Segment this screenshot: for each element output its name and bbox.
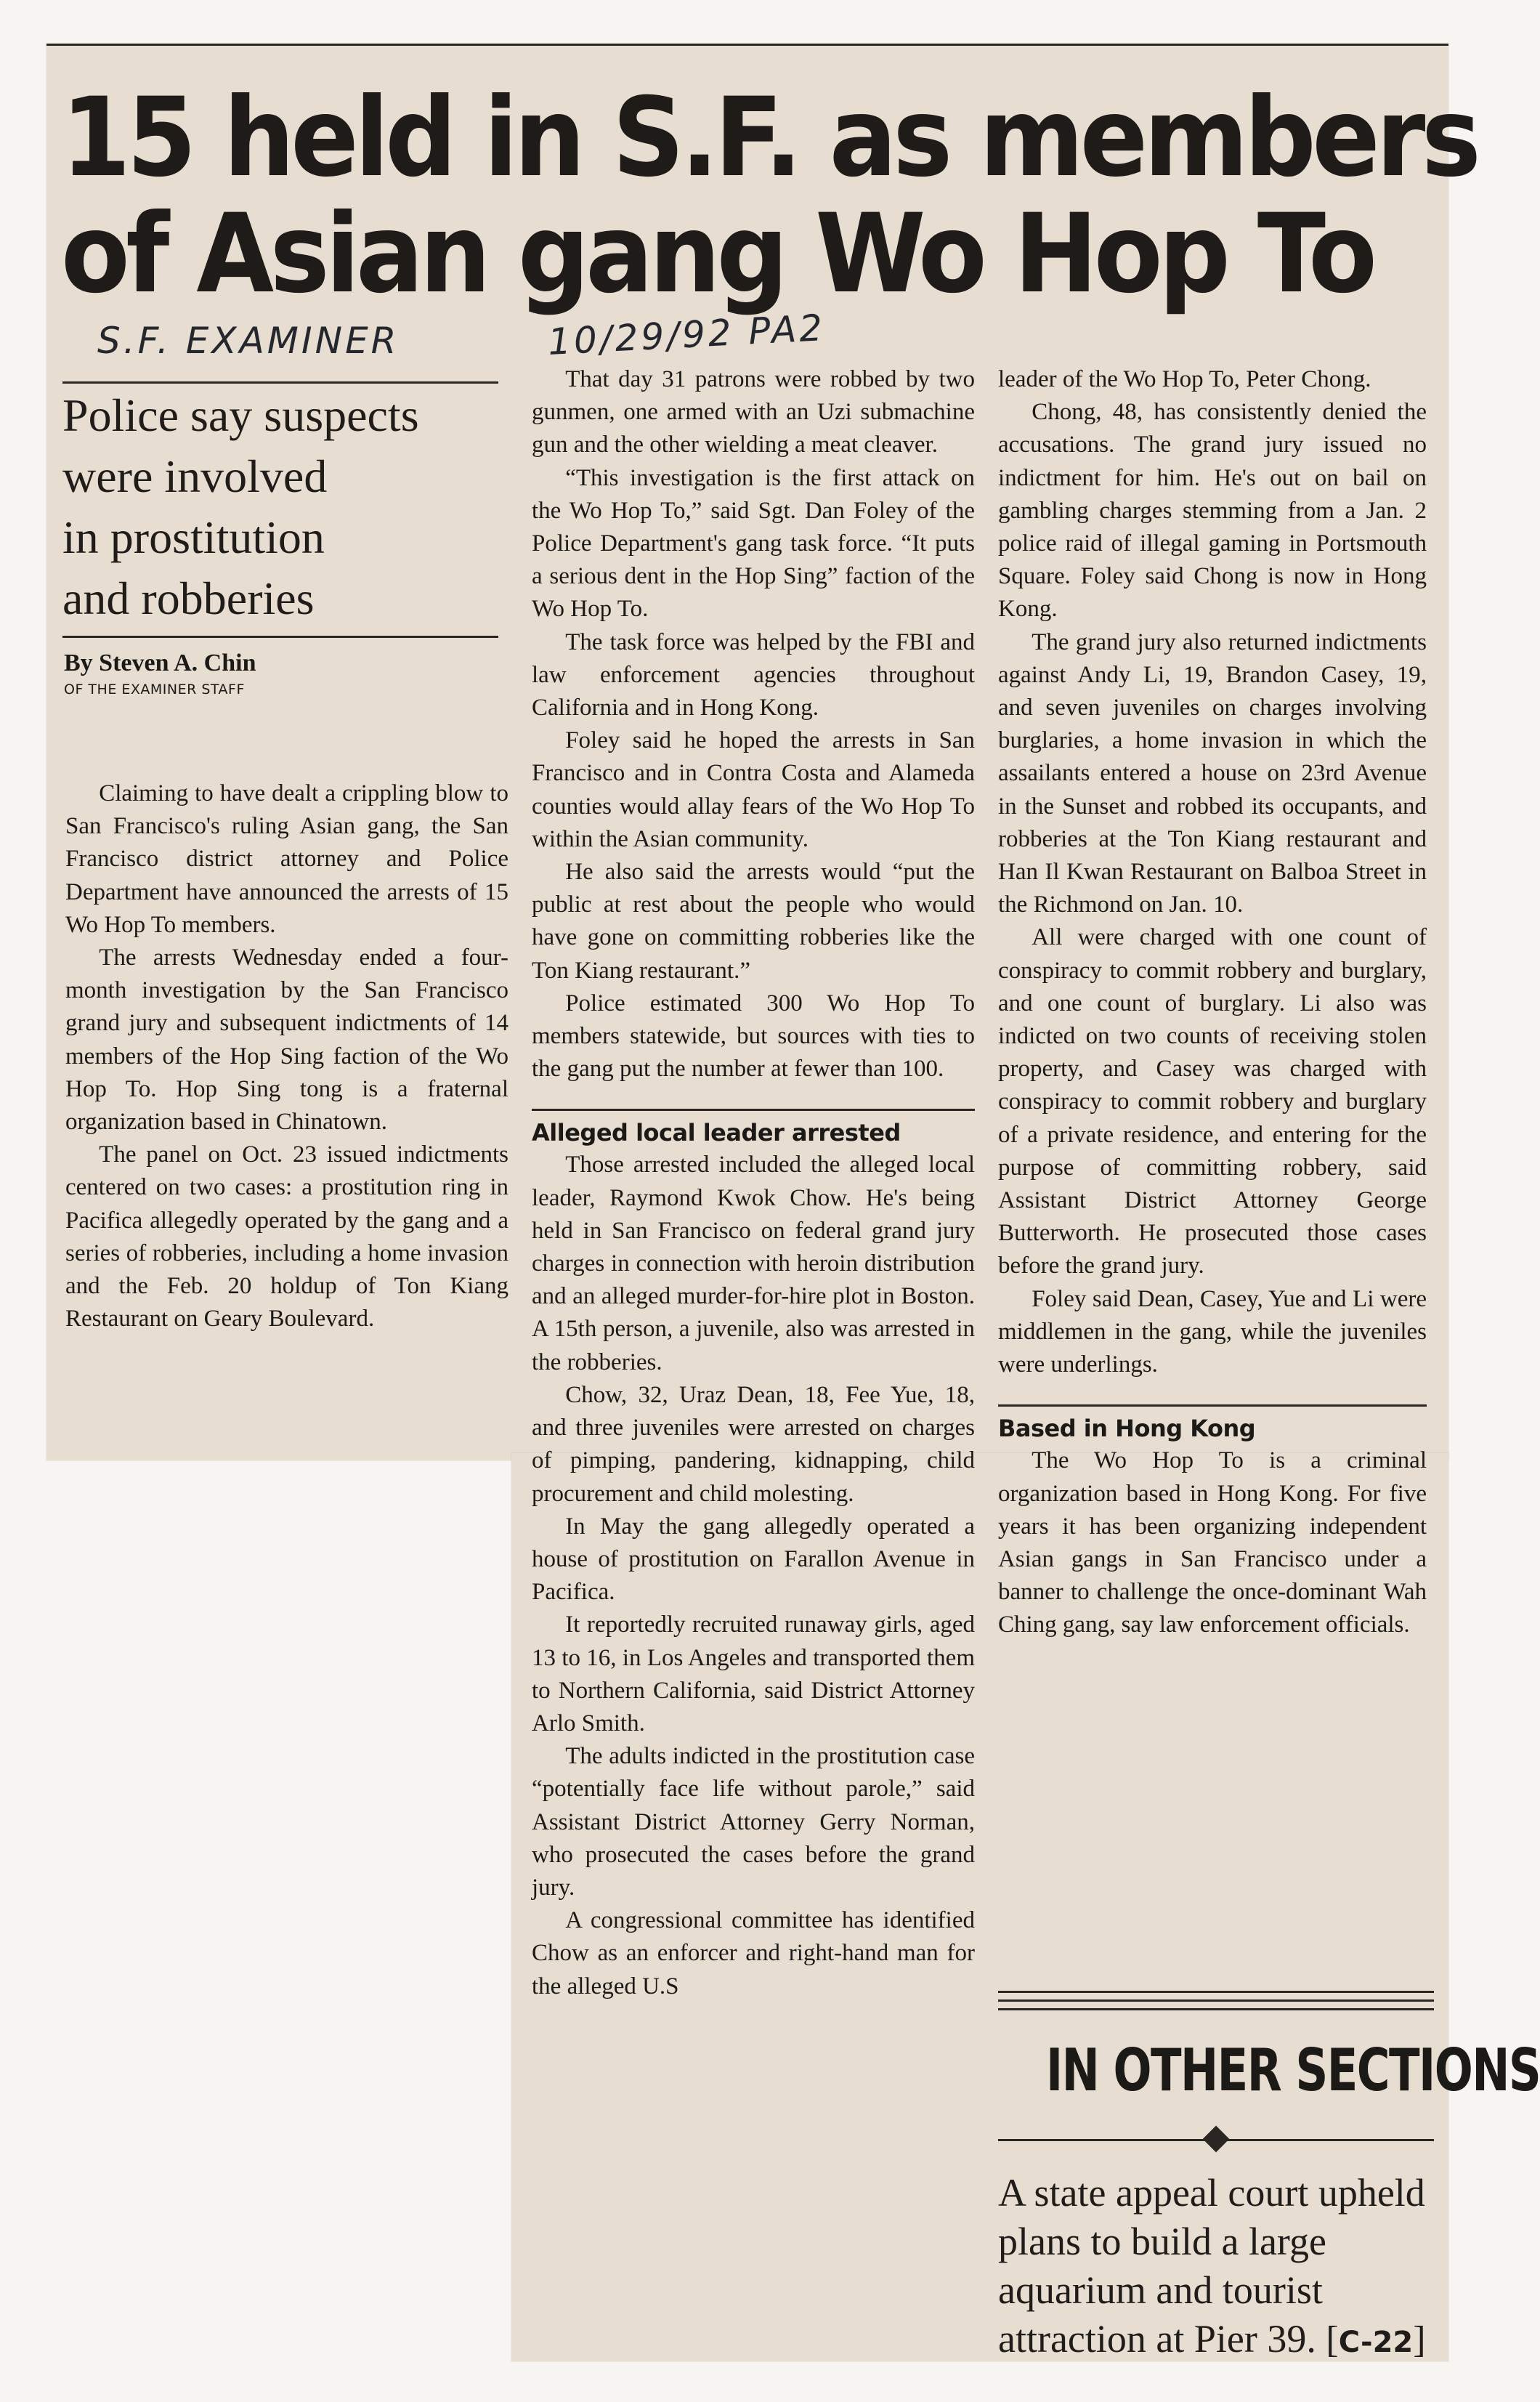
headline-line-1: 15 held in S.F. as members	[61, 75, 1478, 201]
paragraph: The arrests Wednesday ended a four-month investigation by the San Francisco grand jury and subsequent indictments of 14 members of the Hop Sing faction of the Wo Hop To. Hop Sing tong is a fraternal organization based in Chinatown.	[65, 945, 508, 1136]
newspaper-clipping	[46, 44, 1540, 2361]
paragraph: Police estimated 300 Wo Hop To members statewide, but sources with ties to the gang put the number at fewer than 100.	[532, 990, 975, 1083]
subhead-hong-kong: Based in Hong Kong	[998, 1404, 1427, 1444]
paragraph: It reportedly recruited runaway girls, aged 13 to 16, in Los Angeles and transported them to Northern California, said District Attorney Arlo Smith.	[532, 1612, 975, 1736]
deck	[62, 385, 506, 629]
paragraph: Those arrested included the alleged local leader, Raymond Kwok Chow. He's being held in San Francisco on federal grand jury charges in connection with heroin distribution and an alleged murder-for-hire plot in Boston. A 15th person, a juvenile, also was arrested in the robberies.	[532, 1152, 975, 1375]
paragraph: Foley said Dean, Casey, Yue and Li were middlemen in the gang, while the juveniles were underlings.	[998, 1285, 1427, 1378]
deck-line: and robberies	[62, 573, 315, 624]
deck-top-rule	[62, 381, 498, 384]
teaser-text: A state appeal court upheld plans to build a large aquarium and tourist attraction at Pier 39.	[998, 2171, 1425, 2361]
column-1	[65, 777, 508, 1335]
byline-name: By Steven A. Chin	[64, 650, 256, 676]
paragraph: Claiming to have dealt a crippling blow to San Francisco's ruling Asian gang, the San Francisco district attorney and Police Department have announced the arrests of 15 Wo Hop To members.	[65, 780, 508, 938]
deck-line: Police say suspects	[62, 389, 419, 441]
paragraph: A congressional committee has identified Chow as an enforcer and right-hand man for the alleged U.S	[532, 1907, 975, 1999]
paragraph: The panel on Oct. 23 issued indictments centered on two cases: a prostitution ring in Pacifica allegedly operated by the gang and a series of robberies, including a home invasion and the Feb. 20 holdup of Ton Kiang Restaurant on Geary Boulevard.	[65, 1141, 508, 1333]
diamond-icon	[1203, 2126, 1230, 2153]
column-2	[532, 363, 975, 2003]
sidebar-rule	[998, 1991, 1434, 1993]
deck-line: were involved	[62, 450, 328, 502]
paragraph: The Wo Hop To is a criminal organization based in Hong Kong. For five years it has been organizing independent Asian gangs in San Francisco under a banner to challenge the once-dominant Wah Ching gang, say law enforcement officials.	[998, 1447, 1427, 1638]
sidebar-teaser	[998, 2169, 1434, 2367]
byline-staff: OF THE EXAMINER STAFF	[64, 682, 245, 697]
subhead-local-leader: Alleged local leader arrested	[532, 1109, 975, 1149]
close-bracket: ]	[1413, 2319, 1426, 2361]
in-other-sections-box	[998, 1991, 1540, 2367]
paragraph: leader of the Wo Hop To, Peter Chong.	[998, 366, 1371, 392]
handwritten-publication: S.F. EXAMINER	[97, 320, 400, 362]
paragraph: The adults indicted in the prostitution case “potentially face life without parole,” said Assistant District Attorney Gerry Norman, who prosecuted the cases before the grand jury.	[532, 1743, 975, 1901]
diamond-divider	[998, 2125, 1434, 2154]
deck-line: in prostitution	[62, 511, 325, 563]
sidebar-title: IN OTHER SECTIONS	[1046, 2037, 1540, 2104]
paragraph: In May the gang allegedly operated a house of prostitution on Farallon Avenue in Pacifica.	[532, 1513, 975, 1606]
headline	[61, 75, 1478, 318]
paragraph: Foley said he hoped the arrests in San Francisco and in Contra Costa and Alameda counties would allay fears of the Wo Hop To within the Asian community.	[532, 727, 975, 852]
paragraph: He also said the arrests would “put the public at rest about the people who would have gone on committing robberies like the Ton Kiang restaurant.”	[532, 859, 975, 984]
open-bracket: [	[1326, 2319, 1339, 2361]
paragraph: That day 31 patrons were robbed by two gunmen, one armed with an Uzi submachine gun and the other wielding a meat cleaver.	[532, 366, 975, 458]
paragraph: Chow, 32, Uraz Dean, 18, Fee Yue, 18, and three juveniles were arrested on charges of pimping, pandering, kidnapping, child procurement and child molesting.	[532, 1381, 975, 1507]
paragraph: The grand jury also returned indictments against Andy Li, 19, Brandon Casey, 19, and seven juveniles on charges involving burglaries, a home invasion in which the assailants entered a house on 23rd Avenue in the Sunset and robbed its occupants, and robberies at the Ton Kiang restaurant and Han Il Kwan Restaurant on Balboa Street in the Richmond on Jan. 10.	[998, 628, 1427, 918]
headline-line-2: of Asian gang Wo Hop To	[61, 191, 1374, 318]
paragraph: “This investigation is the first attack on the Wo Hop To,” said Sgt. Dan Foley of the Police Department's gang task force. “It puts a serious dent in the Hop Sing” faction of the Wo Hop To.	[532, 464, 975, 623]
sidebar-rule	[998, 2008, 1434, 2010]
paragraph: All were charged with one count of conspiracy to commit robbery and burglary, and one count of burglary. Li also was indicted on two counts of receiving stolen property, and Casey was charged with conspiracy to commit robbery and burglary of a private residence, and entering for the purpose of committing robbery, said Assistant District Attorney George Butterworth. He prosecuted those cases before the grand jury.	[998, 924, 1427, 1279]
paragraph: The task force was helped by the FBI and law enforcement agencies throughout California and in Hong Kong.	[532, 628, 975, 721]
page-reference: C-22	[1338, 2326, 1414, 2359]
column-3	[998, 363, 1427, 1642]
sidebar-rule	[998, 1999, 1434, 2002]
top-rule	[46, 44, 1448, 46]
deck-bottom-rule	[62, 636, 498, 638]
paragraph: Chong, 48, has consistently denied the accusations. The grand jury issued no indictment for him. He's out on bail on gambling charges stemming from a Jan. 2 police raid of illegal gaming in Portsmouth Square. Foley said Chong is now in Hong Kong.	[998, 399, 1427, 623]
handwritten-date-page: 10/29/92 PA2	[546, 307, 827, 363]
